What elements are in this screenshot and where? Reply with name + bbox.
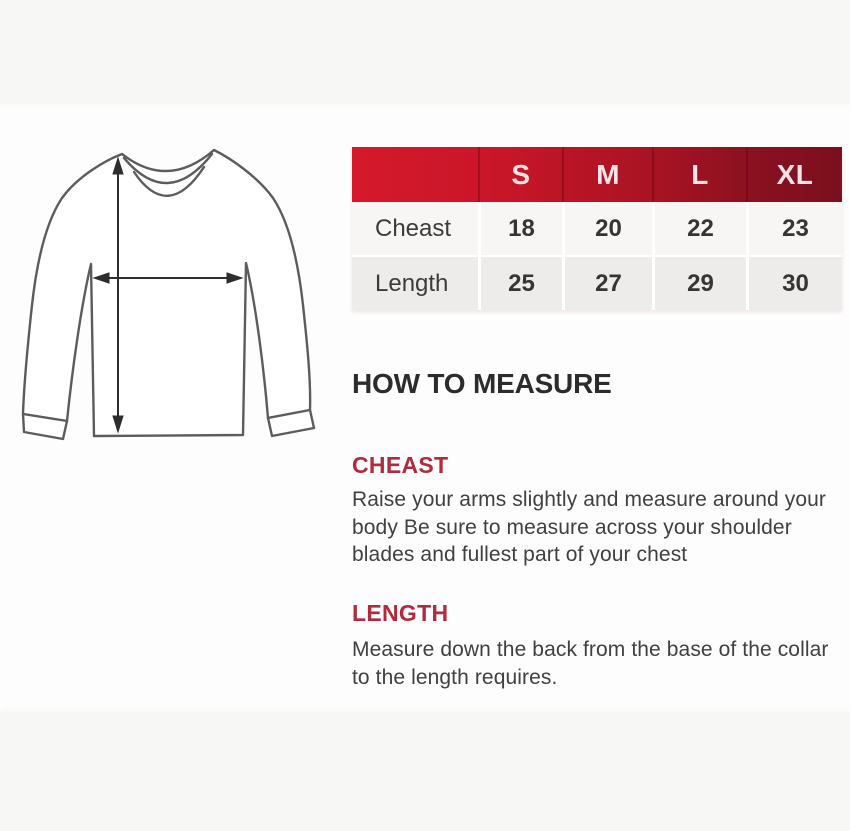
table-row-length (352, 255, 842, 310)
length-value-s: 25 (478, 257, 562, 310)
top-gray-band (0, 0, 850, 103)
size-table (352, 147, 842, 310)
how-to-measure-title: HOW TO MEASURE (352, 368, 612, 399)
bottom-gray-band (0, 712, 850, 831)
shirt-outline (23, 150, 310, 436)
row-label-chest: Cheast (375, 214, 452, 242)
chest-value-m: 20 (562, 202, 652, 255)
row-label-length: Length (375, 269, 449, 297)
chest-section-body: Raise your arms slightly and measure around your body Be sure to measure across your shoulder blades and fullest part of your chest (352, 488, 827, 567)
chest-value-l: 22 (652, 202, 746, 255)
chest-value-s: 18 (478, 202, 562, 255)
chest-value-xl: 23 (746, 202, 842, 255)
length-value-xl: 30 (746, 257, 842, 310)
size-col-l: L (652, 147, 746, 202)
table-row-chest (352, 202, 842, 255)
size-col-xl: XL (746, 147, 842, 202)
length-section-heading: LENGTH (352, 600, 449, 626)
size-col-m: M (562, 147, 652, 202)
size-table-header (352, 147, 842, 202)
shirt-measurement-diagram (10, 130, 340, 470)
size-table-corner-cell (352, 147, 478, 202)
length-value-l: 29 (652, 257, 746, 310)
chest-section-heading: CHEAST (352, 452, 449, 478)
length-value-m: 27 (562, 257, 652, 310)
size-col-s: S (478, 147, 562, 202)
long-sleeve-shirt-drawing (10, 130, 340, 470)
length-section-body: Measure down the back from the base of the collar to the length requires. (352, 638, 829, 689)
